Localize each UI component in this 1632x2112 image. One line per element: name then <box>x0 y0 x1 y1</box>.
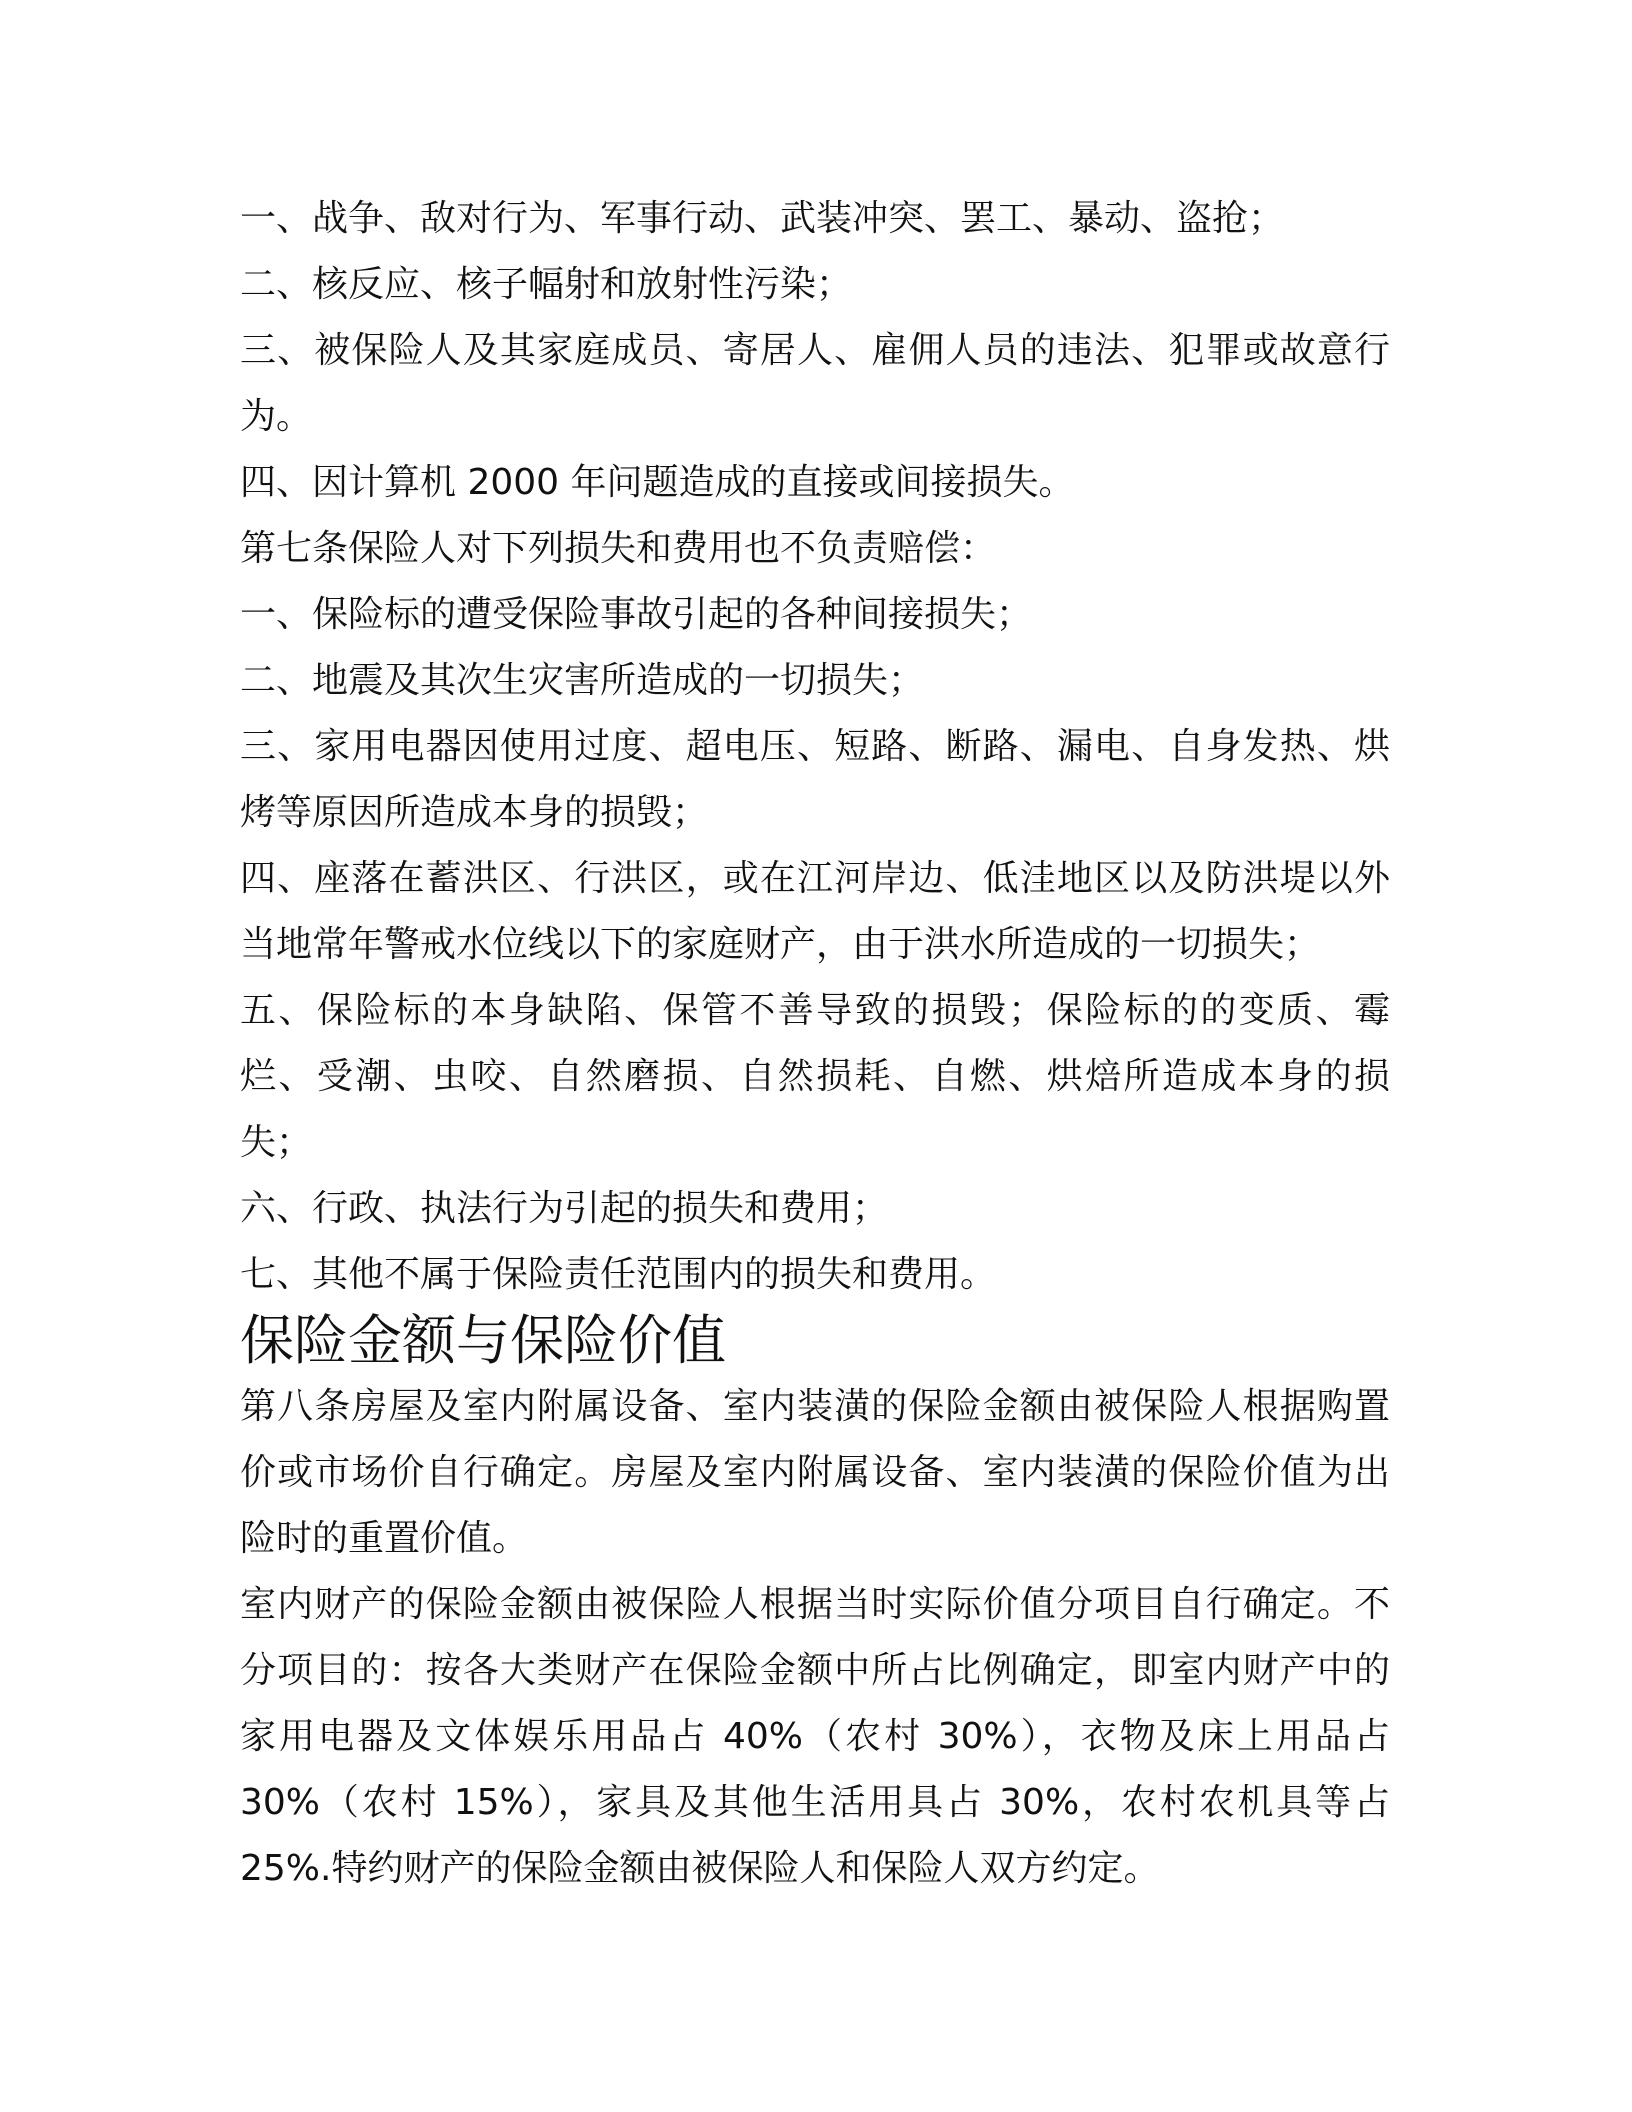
document-page <box>240 186 1390 1902</box>
exclusion-item-4: 四、因计算机 2000 年问题造成的直接或间接损失。 <box>240 462 1075 503</box>
article-8-paragraph: 第八条房屋及室内附属设备、室内装潢的保险金额由被保险人根据购置价或市场价自行确定。房屋及室内附属设备、室内装潢的保险价值为出险时的重置价值。 <box>240 1386 1390 1559</box>
article-7-item-5: 五、保险标的本身缺陷、保管不善导致的损毁；保险标的的变质、霉烂、受潮、虫咬、自然磨损、自然损耗、自燃、烘焙所造成本身的损失； <box>240 990 1390 1163</box>
article-7-intro: 第七条保险人对下列损失和费用也不负责赔偿： <box>240 528 997 569</box>
article-7-item-7: 七、其他不属于保险责任范围内的损失和费用。 <box>240 1254 997 1295</box>
article-7-item-1: 一、保险标的遭受保险事故引起的各种间接损失； <box>240 594 1033 635</box>
article-7-item-6: 六、行政、执法行为引起的损失和费用； <box>240 1188 889 1229</box>
article-7-item-4: 四、座落在蓄洪区、行洪区，或在江河岸边、低洼地区以及防洪堤以外当地常年警戒水位线以下的家庭财产，由于洪水所造成的一切损失； <box>240 858 1390 965</box>
section-heading: 保险金额与保险价值 <box>240 1309 726 1372</box>
article-7-item-3: 三、家用电器因使用过度、超电压、短路、断路、漏电、自身发热、烘烤等原因所造成本身的损毁； <box>240 726 1390 833</box>
indoor-property-paragraph: 室内财产的保险金额由被保险人根据当时实际价值分项目自行确定。不分项目的：按各大类财产在保险金额中所占比例确定，即室内财产中的家用电器及文体娱乐用品占 40%（农村 30%），衣物及床上用品占 30%（农村 15%），家具及其他生活用具占 30%，农村农机具等占 25%.特约财产的保险金额由被保险人和保险人双方约定。 <box>240 1584 1390 1889</box>
exclusion-item-2: 二、核反应、核子幅射和放射性污染； <box>240 264 853 305</box>
article-7-item-2: 二、地震及其次生灾害所造成的一切损失； <box>240 660 925 701</box>
exclusion-item-3: 三、被保险人及其家庭成员、寄居人、雇佣人员的违法、犯罪或故意行为。 <box>240 330 1390 437</box>
exclusion-item-1: 一、战争、敌对行为、军事行动、武装冲突、罢工、暴动、盗抢； <box>240 198 1285 239</box>
